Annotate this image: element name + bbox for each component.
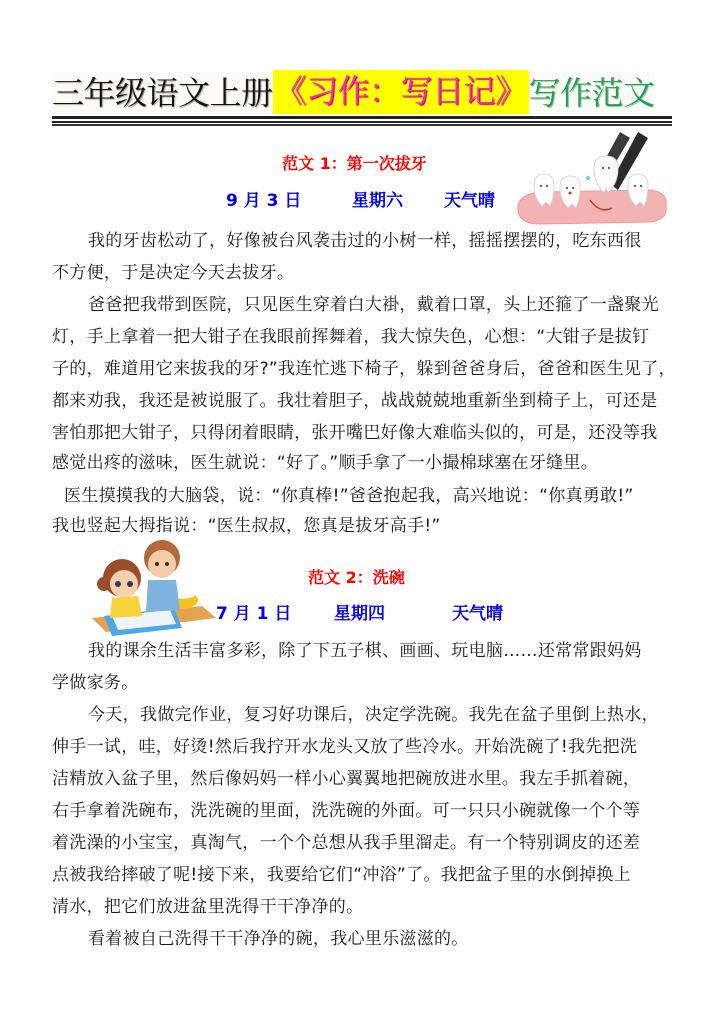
title-grade-subject: 三年级语文上册 [52,74,273,112]
paragraph-line: 医生摸摸我的大脑袋，说：“你真棒!”爸爸抱起我，高兴地说：“你真勇敢!” [64,486,634,506]
paragraph-line: 感觉出疼的滋味，医生就说：“好了。”顺手拿了一小撮棉球塞在牙缝里。 [52,453,599,473]
paragraph-line: 灯，手上拿着一把大钳子在我眼前挥舞着，我大惊失色，心想：“大钳子是拔钉 [52,327,650,347]
essay-2-title: 范文 2：洗碗 [308,568,405,587]
title-underline [52,124,672,126]
essay-2-date: 7 月 1 日 [216,604,292,624]
kids-washing-dishes-icon [82,532,222,640]
title-sample-essays: 写作范文 [528,74,655,112]
essay-1-date: 9 月 3 日 [226,191,302,211]
paragraph-line: 学做家务。 [52,673,139,693]
title-underline [52,121,672,123]
paragraph-line: 我也竖起大拇指说：“医生叔叔，您真是拔牙高手!” [52,516,441,536]
essay-1-weekday: 星期六 [352,191,403,211]
paragraph-line: 我的课余生活丰富多彩，除了下五子棋、画画、玩电脑……还常常跟妈妈 [88,641,642,661]
paragraph-line: 看着被自己洗得干干净净的碗，我心里乐滋滋的。 [88,929,469,949]
essay-1-weather: 天气晴 [444,191,495,211]
essay-2-weekday: 星期四 [334,604,385,624]
paragraph-line: 着洗澡的小宝宝，真淘气，一个个总想从我手里溜走。有一个特别调皮的还差 [52,833,641,853]
paragraph-line: 洁精放入盆子里，然后像妈妈一样小心翼翼地把碗放进水里。我左手抓着碗， [52,769,641,789]
page-title [52,72,672,114]
paragraph-line: 我的牙齿松动了，好像被台风袭击过的小树一样，摇摇摆摆的，吃东西很 [88,231,642,251]
paragraph-line: 不方便，于是决定今天去拔牙。 [52,263,295,283]
title-topic-highlight: 《习作：写日记》 [273,70,529,114]
tooth-extraction-icon [510,128,670,228]
paragraph-line: 今天，我做完作业，复习好功课后，决定学洗碗。我先在盆子里倒上热水， [88,705,659,725]
essay-2-date-line [216,603,526,625]
paragraph-line: 子的，难道用它来拔我的牙?”我连忙逃下椅子，躲到爸爸身后，爸爸和医生见了， [52,359,676,379]
paragraph-line: 爸爸把我带到医院，只见医生穿着白大褂，戴着口罩，头上还箍了一盏聚光 [88,295,659,315]
paragraph-line: 伸手一试，哇，好烫!然后我拧开水龙头又放了些冷水。开始洗碗了!我先把洗 [52,737,638,757]
paragraph-line: 右手拿着洗碗布，洗洗碗的里面，洗洗碗的外面。可一只只小碗就像一个个等 [52,801,641,821]
essay-1-title: 范文 1：第一次拔牙 [282,154,427,173]
paragraph-line: 都来劝我，我还是被说服了。我壮着胆子，战战兢兢地重新坐到椅子上，可还是 [52,391,658,411]
essay-2-weather: 天气晴 [452,604,503,624]
essay-1-date-line [226,190,526,212]
paragraph-line: 清水，把它们放进盆里洗得干干净净的。 [52,897,364,917]
title-underline [52,116,672,119]
paragraph-line: 害怕那把大钳子，只得闭着眼睛，张开嘴巴好像大难临头似的，可是，还没等我 [52,423,658,443]
paragraph-line: 点被我给摔破了呢!接下来，我要给它们“冲浴”了。我把盆子里的水倒掉换上 [52,865,631,885]
